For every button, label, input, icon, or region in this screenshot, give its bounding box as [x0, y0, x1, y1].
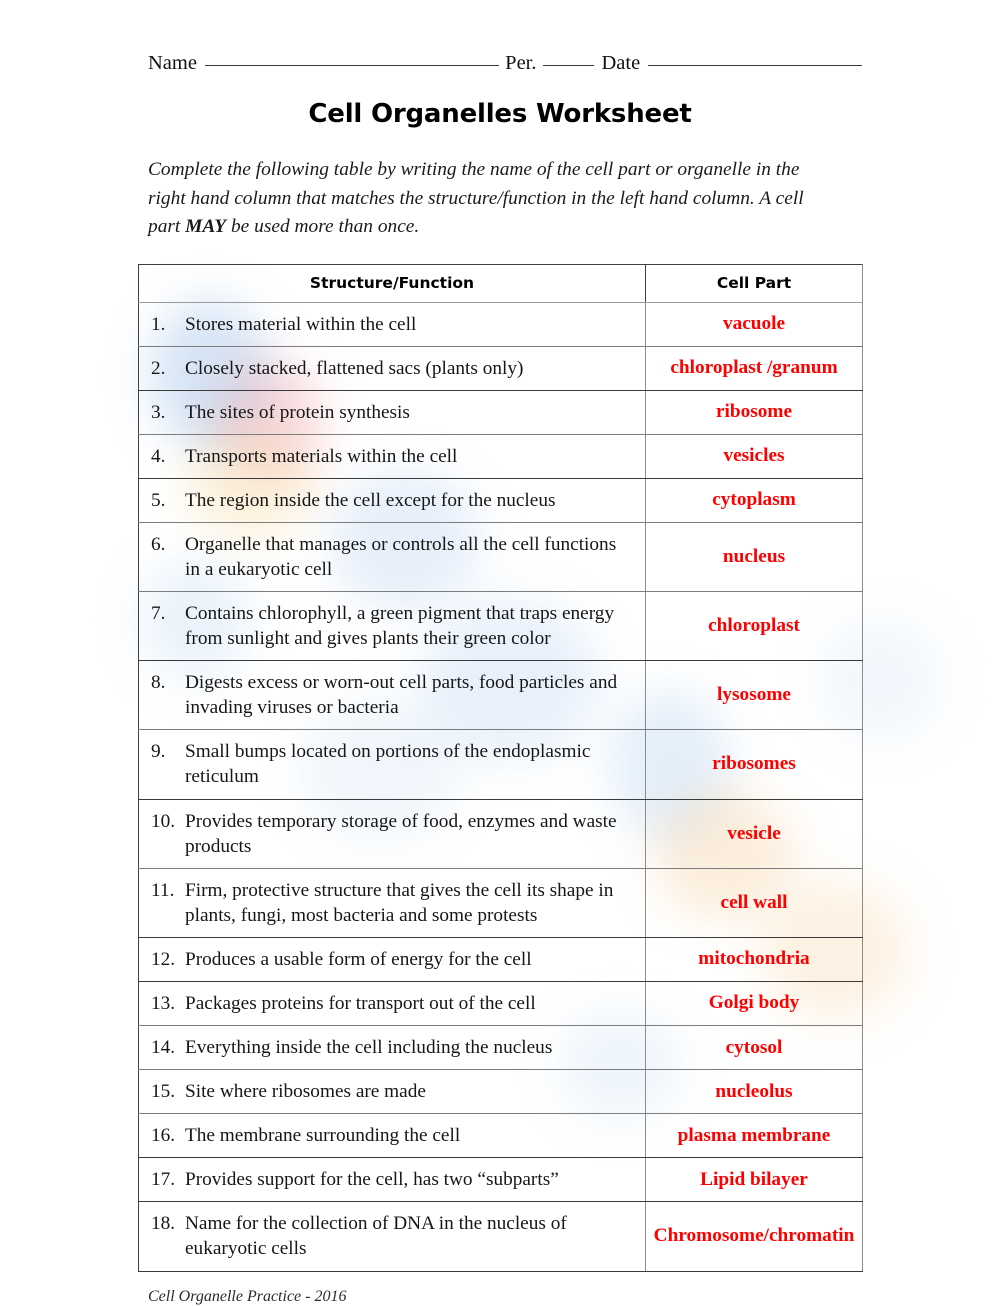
cell-part-answer[interactable]: chloroplast: [646, 592, 863, 661]
cell-structure-function: [139, 478, 646, 522]
cell-part-answer[interactable]: nucleolus: [646, 1070, 863, 1114]
structure-function-text: Name for the collection of DNA in the nucleus of eukaryotic cells: [185, 1213, 567, 1260]
footer-note: Cell Organelle Practice - 2016: [148, 1287, 347, 1305]
row-number: 11.: [151, 879, 175, 901]
table-row: [139, 1070, 863, 1114]
row-number: 14.: [151, 1037, 176, 1059]
row-number: 13.: [151, 992, 176, 1014]
table-row: [139, 478, 863, 522]
cell-structure-function: [139, 1070, 646, 1114]
structure-function-text: Digests excess or worn-out cell parts, food particles and invading viruses or bacteria: [185, 672, 618, 719]
cell-part-answer[interactable]: Golgi body: [646, 981, 863, 1025]
row-number: 17.: [151, 1169, 176, 1191]
table-row: [139, 1114, 863, 1158]
table-row: [139, 390, 863, 434]
row-number: 3.: [151, 401, 166, 423]
cell-structure-function: [139, 937, 646, 981]
table-row: [139, 799, 863, 868]
cell-part-answer[interactable]: plasma membrane: [646, 1114, 863, 1158]
structure-function-text: Organelle that manages or controls all the cell functions in a eukaryotic cell: [185, 533, 617, 581]
column-header-cell-part: Cell Part: [646, 264, 863, 302]
cell-structure-function: [139, 1026, 646, 1070]
table-row: [139, 981, 863, 1025]
cell-part-answer[interactable]: ribosomes: [646, 730, 863, 799]
table-header-row: [139, 264, 863, 302]
cell-structure-function: [139, 346, 646, 390]
structure-function-text: Produces a usable form of energy for the cell: [185, 948, 532, 970]
cell-structure-function: [139, 434, 646, 478]
instructions-text-part2: be used more than once.: [226, 216, 420, 238]
structure-function-text: Site where ribosomes are made: [185, 1081, 426, 1103]
name-input[interactable]: [205, 65, 499, 66]
row-number: 5.: [151, 489, 166, 511]
cell-part-answer[interactable]: cytoplasm: [646, 478, 863, 522]
instructions-emphasis: MAY: [185, 216, 227, 238]
structure-function-text: The sites of protein synthesis: [185, 401, 410, 423]
table-row: [139, 302, 863, 346]
structure-function-text: Everything inside the cell including the nucleus: [185, 1037, 553, 1059]
cell-part-answer[interactable]: vacuole: [646, 302, 863, 346]
table-row: [139, 868, 863, 937]
cell-structure-function: [139, 522, 646, 591]
row-number: 15.: [151, 1081, 176, 1103]
cell-structure-function: [139, 799, 646, 868]
cell-structure-function: [139, 302, 646, 346]
row-number: 8.: [151, 672, 166, 694]
name-label: Name: [148, 52, 197, 74]
structure-function-text: Packages proteins for transport out of the cell: [185, 992, 536, 1014]
cell-structure-function: [139, 730, 646, 799]
structure-function-text: Closely stacked, flattened sacs (plants only): [185, 357, 524, 379]
cell-structure-function: [139, 592, 646, 661]
table-row: [139, 592, 863, 661]
row-number: 18.: [151, 1213, 176, 1235]
table-row: [139, 1158, 863, 1202]
cell-structure-function: [139, 868, 646, 937]
row-number: 12.: [151, 948, 176, 970]
structure-function-text: Small bumps located on portions of the endoplasmic reticulum: [185, 741, 591, 788]
table-row: [139, 661, 863, 730]
cell-part-answer[interactable]: mitochondria: [646, 937, 863, 981]
structure-function-text: The membrane surrounding the cell: [185, 1125, 461, 1147]
table-row: [139, 522, 863, 591]
column-header-structure-function: Structure/Function: [139, 264, 646, 302]
instructions-text-part1: Complete the following table by writing the name of the cell part or organelle in the right hand column that matches the structure/function in the left hand column. A cell part: [148, 159, 804, 238]
row-number: 2.: [151, 357, 166, 379]
cell-part-answer[interactable]: lysosome: [646, 661, 863, 730]
structure-function-text: Provides support for the cell, has two “subparts”: [185, 1169, 559, 1191]
table-body: [139, 302, 863, 1271]
cell-structure-function: [139, 981, 646, 1025]
cell-part-answer[interactable]: Lipid bilayer: [646, 1158, 863, 1202]
cell-structure-function: [139, 390, 646, 434]
date-input[interactable]: [648, 65, 862, 66]
organelles-table: [138, 264, 863, 1272]
structure-function-text: Contains chlorophyll, a green pigment that traps energy from sunlight and gives plants their green color: [185, 603, 615, 650]
cell-structure-function: [139, 661, 646, 730]
cell-part-answer[interactable]: Chromosome/chromatin: [646, 1202, 863, 1271]
cell-structure-function: [139, 1114, 646, 1158]
cell-part-answer[interactable]: chloroplast /granum: [646, 346, 863, 390]
cell-part-answer[interactable]: cell wall: [646, 868, 863, 937]
table-row: [139, 1202, 863, 1271]
period-label: Per.: [505, 52, 537, 74]
structure-function-text: Firm, protective structure that gives the cell its shape in plants, fungi, most bacteria and some protests: [185, 879, 614, 926]
table-row: [139, 730, 863, 799]
row-number: 6.: [151, 533, 166, 555]
structure-function-text: Transports materials within the cell: [185, 445, 458, 467]
student-info-row: [0, 0, 1000, 75]
page-title: Cell Organelles Worksheet: [308, 99, 692, 129]
instructions-paragraph: [0, 156, 1000, 242]
cell-part-answer[interactable]: vesicle: [646, 799, 863, 868]
cell-part-answer[interactable]: nucleus: [646, 522, 863, 591]
row-number: 7.: [151, 603, 166, 625]
table-row: [139, 1026, 863, 1070]
table-row: [139, 346, 863, 390]
table-row: [139, 937, 863, 981]
row-number: 1.: [151, 313, 166, 335]
cell-part-answer[interactable]: cytosol: [646, 1026, 863, 1070]
cell-structure-function: [139, 1158, 646, 1202]
cell-part-answer[interactable]: ribosome: [646, 390, 863, 434]
date-label: Date: [601, 52, 641, 74]
row-number: 9.: [151, 741, 166, 763]
row-number: 4.: [151, 445, 166, 467]
row-number: 16.: [151, 1125, 176, 1147]
cell-part-answer[interactable]: vesicles: [646, 434, 863, 478]
structure-function-text: Provides temporary storage of food, enzymes and waste products: [185, 810, 617, 857]
structure-function-text: The region inside the cell except for the nucleus: [185, 489, 556, 511]
period-input[interactable]: [543, 65, 594, 66]
cell-structure-function: [139, 1202, 646, 1271]
structure-function-text: Stores material within the cell: [185, 313, 417, 335]
row-number: 10.: [151, 810, 176, 832]
table-row: [139, 434, 863, 478]
